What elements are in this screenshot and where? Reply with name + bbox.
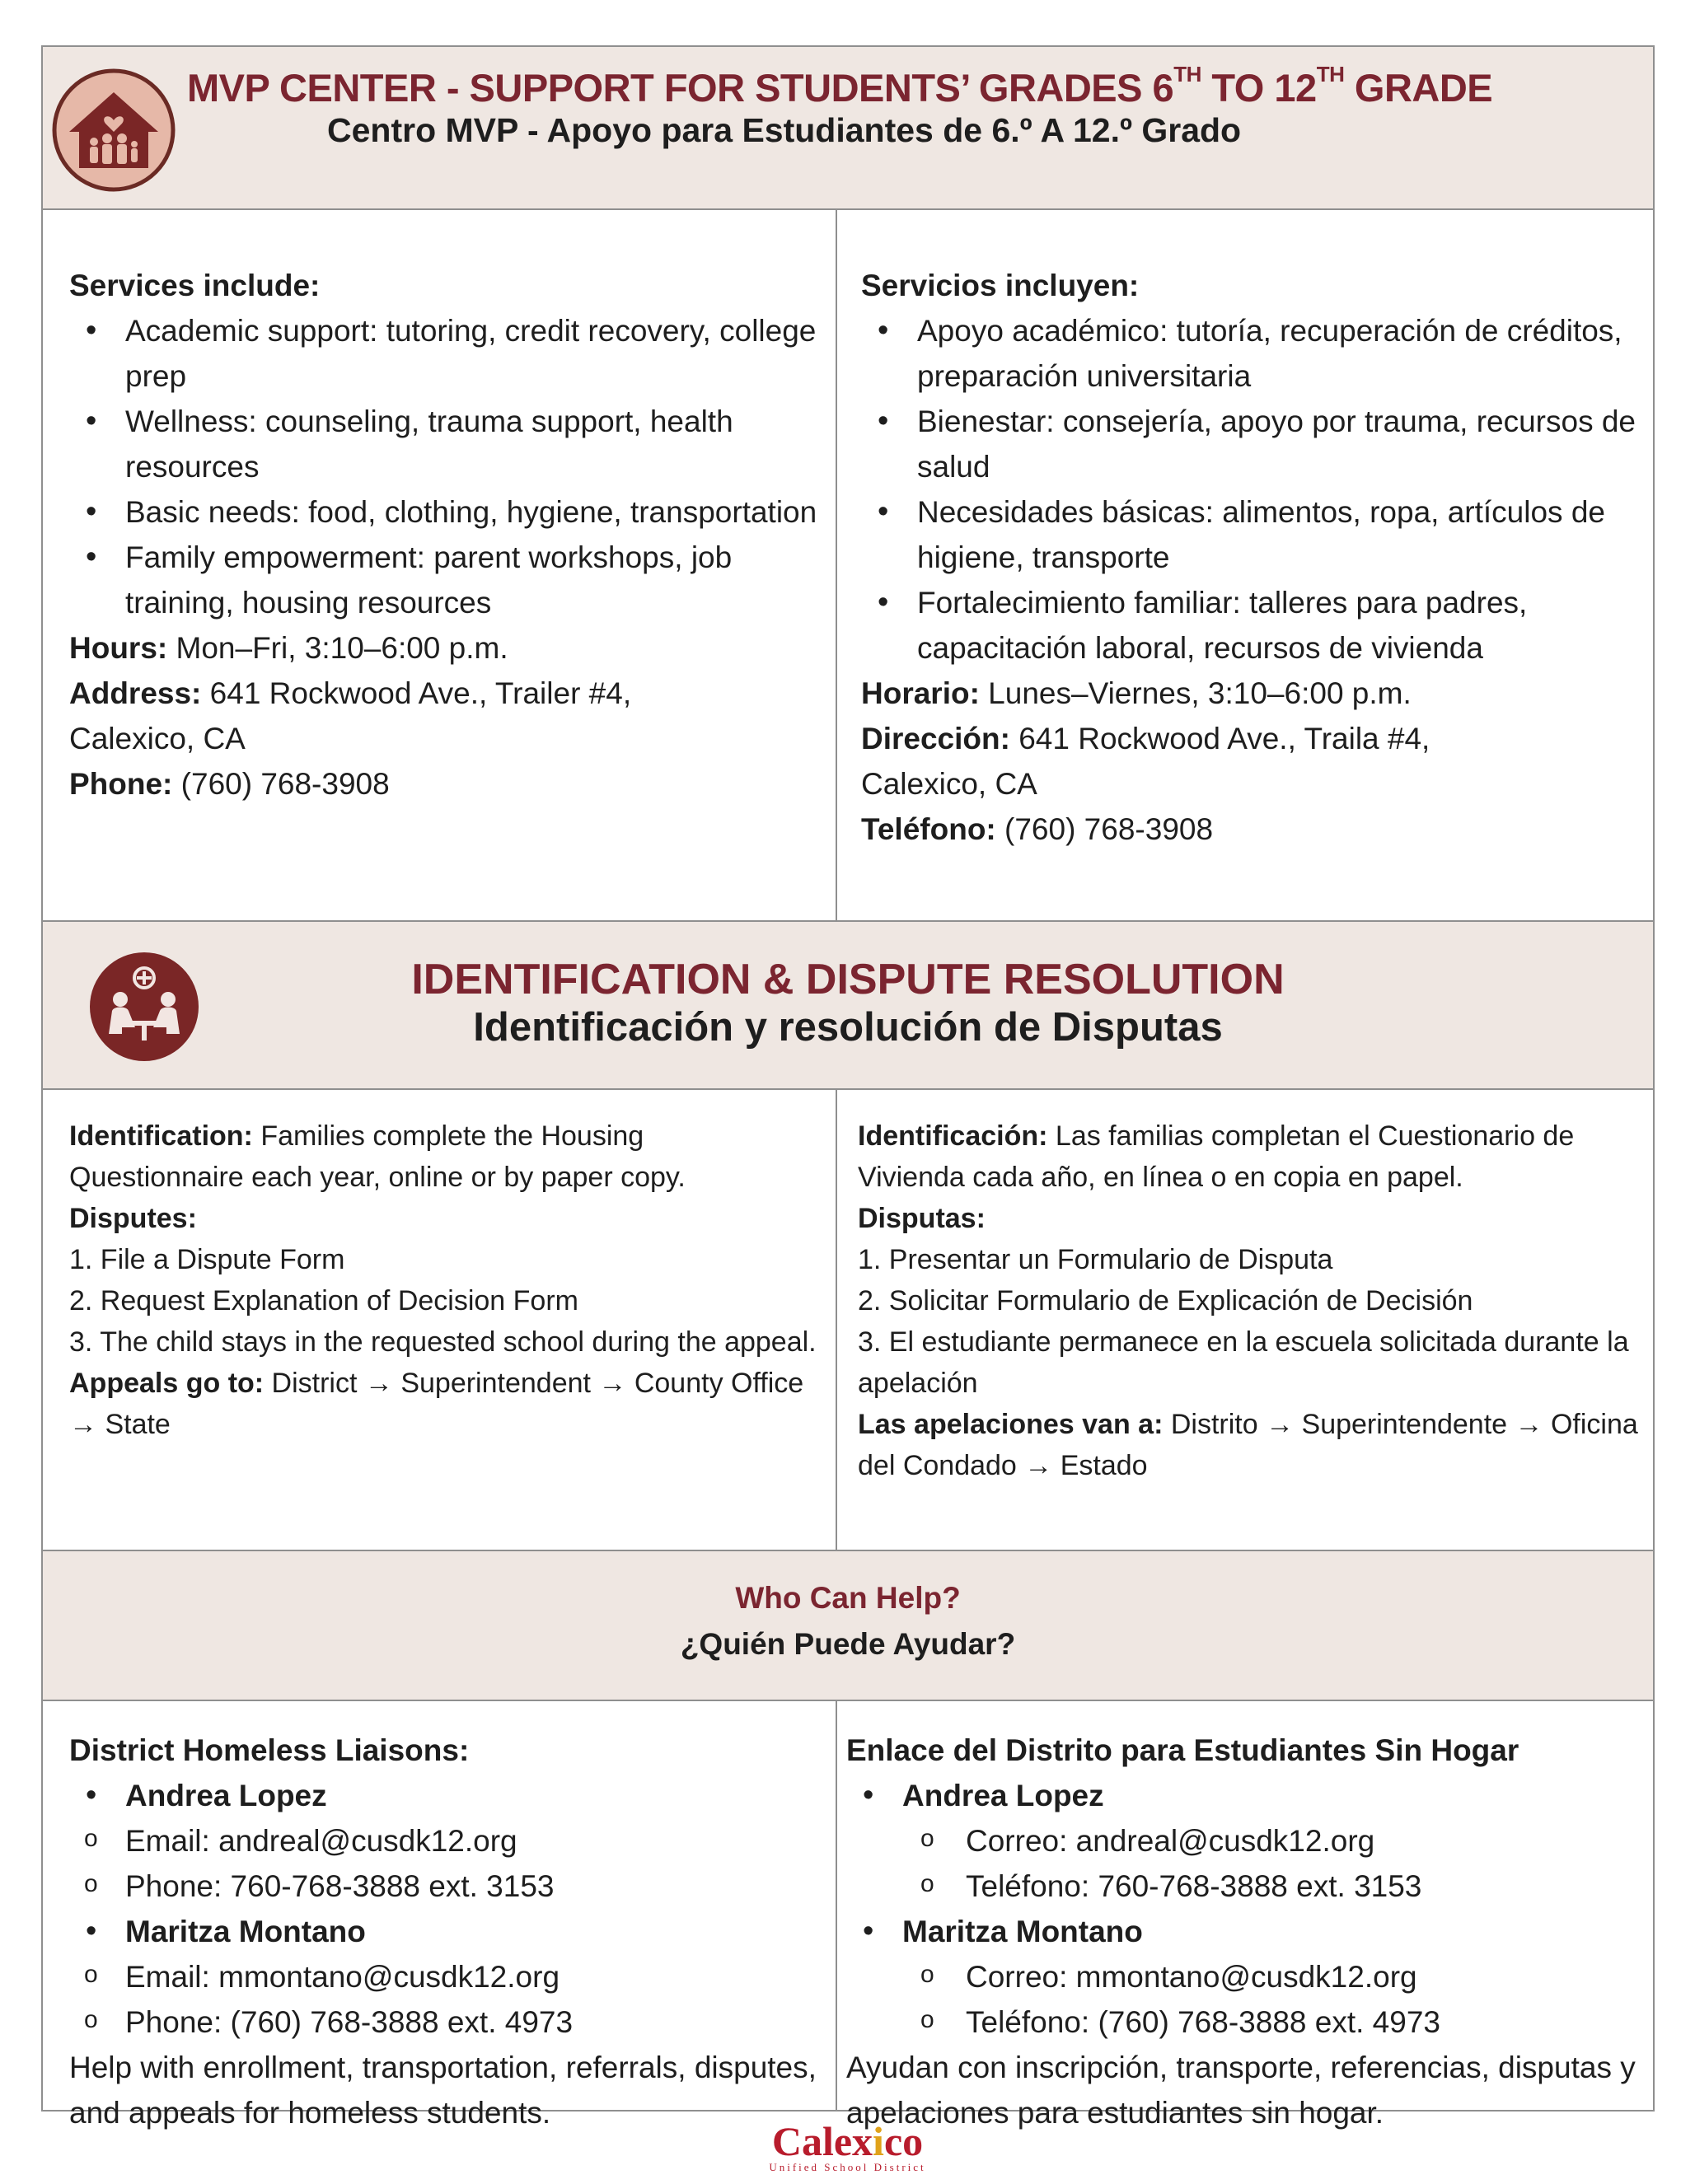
list-item: • Necesidades básicas: alimentos, ropa, artículos de higiene, transporte (861, 489, 1644, 580)
liaison-phone: o Phone: 760-768-3888 ext. 3153 (0, 1864, 827, 1909)
dispute-step: 3. El estudiante permanece en la escuela solicitada durante la apelación (858, 1326, 1629, 1399)
logo-subtitle: Unified School District (769, 2161, 926, 2173)
dispute-step: 2. Solicitar Formulario de Explicación de Decisión (858, 1285, 1473, 1316)
liaison-email: o Email: mmontano@cusdk12.org (0, 1954, 827, 1999)
list-item: • Family empowerment: parent workshops, job training, housing resources (69, 535, 827, 625)
mvp-services-en (69, 263, 827, 807)
column-divider (836, 1701, 837, 2112)
liaison-phone: o Teléfono: (760) 768-3888 ext. 4973 (846, 1999, 1650, 2045)
phone-line: Phone: (760) 768-3908 (69, 767, 390, 801)
mvp-services-es (861, 263, 1644, 852)
direccion-line: Dirección: 641 Rockwood Ave., Traila #4, Calexico, CA (861, 722, 1430, 801)
list-item: • Basic needs: food, clothing, hygiene, transportation (69, 489, 827, 535)
list-item: • Fortalecimiento familiar: talleres para padres, capacitación laboral, recursos de vivienda (861, 580, 1644, 671)
enlace-heading: Enlace del Distrito para Estudiantes Sin Hogar (846, 1733, 1519, 1767)
liaison-name: • Andrea Lopez (69, 1773, 827, 1818)
liaison-email: o Correo: andreal@cusdk12.org (846, 1818, 1650, 1864)
telefono-line: Teléfono: (760) 768-3908 (861, 812, 1214, 846)
dispute-title: IDENTIFICATION & DISPUTE RESOLUTION (411, 956, 1285, 1003)
help-header-band (43, 1550, 1653, 1701)
list-item: • Wellness: counseling, trauma support, health resources (69, 399, 827, 489)
liaison-phone: o Teléfono: 760-768-3888 ext. 3153 (846, 1864, 1650, 1909)
list-item: • Apoyo académico: tutoría, recuperación de créditos, preparación universitaria (861, 308, 1644, 399)
disputas-heading: Disputas: (858, 1203, 986, 1234)
flyer-frame (41, 45, 1655, 2130)
liaison-phone: o Phone: (760) 768-3888 ext. 4973 (0, 1999, 827, 2045)
list-item: • Bienestar: consejería, apoyo por trauma, recursos de salud (861, 399, 1644, 489)
help-subtitle: ¿Quién Puede Ayudar? (680, 1627, 1016, 1661)
dispute-en (69, 1115, 819, 1445)
dispute-step: 2. Request Explanation of Decision Form (69, 1285, 578, 1316)
help-description: Ayudan con inscripción, transporte, referencias, disputas y apelaciones para estudiantes sin hogar. (846, 2051, 1636, 2130)
help-title: Who Can Help? (735, 1581, 961, 1615)
liaison-name: • Andrea Lopez (846, 1773, 1650, 1818)
dispute-step: 1. Presentar un Formulario de Disputa (858, 1244, 1333, 1275)
liaison-name: • Maritza Montano (846, 1909, 1650, 1954)
liaisons-es (846, 1728, 1650, 2135)
calexico-logo: Calexico Unified School District (0, 2121, 1695, 2174)
dispute-es (858, 1115, 1645, 1486)
liaison-email: o Correo: mmontano@cusdk12.org (846, 1954, 1650, 1999)
appeals-text: Appeals go to: District → Superintendent → County Office → State (69, 1368, 804, 1440)
identificacion-text: Identificación: Las familias completan el Cuestionario de Vivienda cada año, en línea o en copia en papel. (858, 1120, 1575, 1193)
dispute-subtitle: Identificación y resolución de Disputas (473, 1005, 1223, 1050)
horario-line: Horario: Lunes–Viernes, 3:10–6:00 p.m. (861, 676, 1412, 710)
liaisons-heading: District Homeless Liaisons: (69, 1733, 470, 1767)
disputes-heading: Disputes: (69, 1203, 197, 1234)
dispute-step: 3. The child stays in the requested school during the appeal. (69, 1326, 817, 1358)
services-heading: Services include: (69, 269, 321, 302)
column-divider (836, 210, 837, 966)
liaison-name: • Maritza Montano (69, 1909, 827, 1954)
apelaciones-text: Las apelaciones van a: Distrito → Superintendente → Oficina del Condado → Estado (858, 1409, 1638, 1481)
servicios-heading: Servicios incluyen: (861, 269, 1140, 302)
mvp-title: MVP CENTER - SUPPORT FOR STUDENTS’ GRADES 6TH TO 12TH GRADE (187, 62, 1493, 110)
hours-line: Hours: Mon–Fri, 3:10–6:00 p.m. (69, 631, 508, 665)
help-description: Help with enrollment, transportation, referrals, disputes, and appeals for homeless students. (69, 2051, 817, 2130)
mvp-header-band (43, 47, 1653, 210)
mvp-subtitle: Centro MVP - Apoyo para Estudiantes de 6.º A 12.º Grado (327, 111, 1242, 149)
dispute-header-band (43, 920, 1653, 1090)
address-line: Address: 641 Rockwood Ave., Trailer #4, Calexico, CA (69, 676, 632, 755)
family-house-icon (51, 68, 176, 193)
dispute-step: 1. File a Dispute Form (69, 1244, 345, 1275)
liaison-email: o Email: andreal@cusdk12.org (0, 1818, 827, 1864)
liaisons-en (69, 1728, 827, 2135)
identification-text: Identification: Families complete the Housing Questionnaire each year, online or by paper copy. (69, 1120, 686, 1193)
column-divider (836, 1090, 837, 1550)
list-item: • Academic support: tutoring, credit recovery, college prep (69, 308, 827, 399)
